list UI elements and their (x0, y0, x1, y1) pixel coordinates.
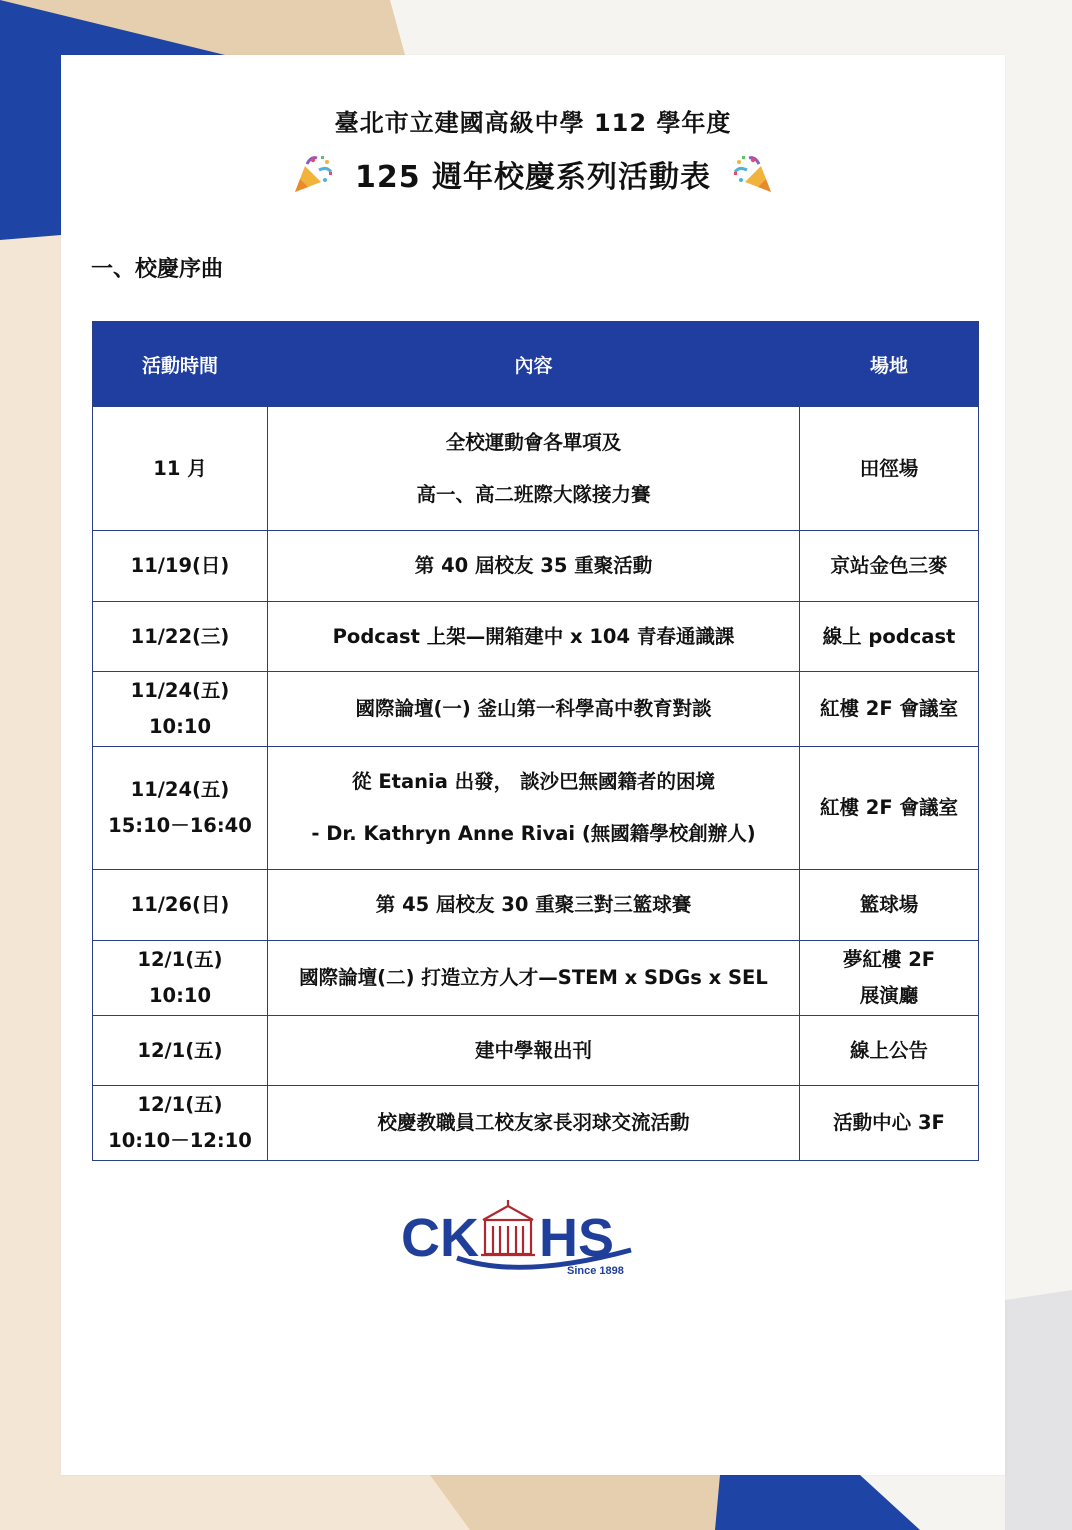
venue-cell (800, 747, 979, 870)
venue-text: 籃球場 (859, 893, 919, 916)
party-popper-icon (291, 152, 335, 196)
content-cell (268, 1016, 800, 1086)
section-heading: 一、校慶序曲 (91, 257, 224, 282)
time-text: 12/1(五) (137, 1038, 223, 1062)
venue-cell (800, 941, 979, 1016)
time-cell (93, 870, 268, 941)
time-text: 10:10 (148, 984, 212, 1007)
time-cell (93, 531, 268, 602)
logo-tagline: Since 1898 (567, 1265, 624, 1277)
time-cell (93, 1086, 268, 1161)
table-row (93, 531, 979, 602)
venue-text: 線上公告 (849, 1038, 928, 1062)
time-text: 11/24(五) (130, 778, 230, 801)
content-cell (268, 941, 800, 1016)
table-row (93, 672, 979, 747)
content-text: 第 40 屆校友 35 重聚活動 (414, 554, 653, 577)
school-logo (401, 1198, 645, 1278)
table-row (93, 602, 979, 672)
content-cell (268, 407, 800, 531)
venue-text: 展演廳 (859, 984, 919, 1007)
document-title: 臺北市立建國高級中學 112 學年度 (334, 109, 732, 137)
content-text: 從 Etania 出發， 談沙巴無國籍者的困境 (352, 770, 715, 793)
content-cell (268, 602, 800, 672)
content-cell (268, 747, 800, 870)
time-text: 11/24(五) (130, 679, 230, 702)
venue-text: 紅樓 2F 會議室 (820, 796, 958, 819)
venue-cell (800, 1086, 979, 1161)
time-text: 12/1(五) (137, 948, 223, 971)
schedule-table (92, 321, 979, 1161)
time-text: 10:10－12:10 (108, 1129, 252, 1152)
column-header-venue: 場地 (800, 322, 979, 407)
time-cell (93, 747, 268, 870)
time-text: 15:10－16:40 (108, 814, 252, 837)
content-text: 國際論壇(一) 釜山第一科學高中教育對談 (355, 697, 712, 720)
venue-cell (800, 870, 979, 941)
table-row (93, 1086, 979, 1161)
party-popper-icon (731, 152, 775, 196)
table-row (93, 870, 979, 941)
table-row (93, 1016, 979, 1086)
table-header-row (93, 322, 979, 407)
document-subtitle: 125 週年校慶系列活動表 (354, 160, 712, 195)
venue-text: 京站金色三麥 (830, 554, 948, 577)
time-text: 12/1(五) (137, 1093, 223, 1116)
time-cell (93, 407, 268, 531)
table-row (93, 407, 979, 531)
content-text: 第 45 屆校友 30 重聚三對三籃球賽 (375, 893, 692, 916)
building-emblem (481, 1200, 535, 1255)
time-text: 10:10 (148, 715, 212, 738)
time-cell (93, 1016, 268, 1086)
logo-text-left: CK (401, 1208, 479, 1268)
venue-text: 活動中心 3F (833, 1111, 945, 1134)
time-text: 11/19(日) (130, 554, 230, 577)
venue-text: 田徑場 (859, 456, 919, 480)
table-row (93, 747, 979, 870)
document-page (61, 55, 1005, 1475)
subtitle-row (61, 149, 1005, 199)
content-text: Podcast 上架—開箱建中 x 104 青春通識課 (332, 624, 735, 648)
time-cell (93, 602, 268, 672)
venue-cell (800, 531, 979, 602)
content-text: 全校運動會各單項及 (445, 430, 622, 454)
column-header-time: 活動時間 (93, 322, 268, 407)
logo-text-right: HS (539, 1208, 615, 1268)
time-cell (93, 672, 268, 747)
content-text: 建中學報出刊 (474, 1038, 592, 1062)
content-text: 校慶教職員工校友家長羽球交流活動 (377, 1111, 690, 1134)
venue-text: 紅樓 2F 會議室 (820, 697, 958, 720)
venue-cell (800, 602, 979, 672)
time-text: 11 月 (153, 456, 207, 480)
column-header-content: 內容 (268, 322, 800, 407)
time-text: 11/22(三) (130, 624, 230, 648)
content-cell (268, 672, 800, 747)
content-text: 高一、高二班際大隊接力賽 (416, 482, 651, 506)
table-row (93, 941, 979, 1016)
content-cell (268, 531, 800, 602)
venue-cell (800, 672, 979, 747)
venue-cell (800, 1016, 979, 1086)
content-cell (268, 1086, 800, 1161)
time-text: 11/26(日) (130, 893, 230, 916)
venue-text: 夢紅樓 2F (842, 948, 936, 971)
venue-cell (800, 407, 979, 531)
time-cell (93, 941, 268, 1016)
content-cell (268, 870, 800, 941)
content-text: - Dr. Kathryn Anne Rivai (無國籍學校創辦人) (311, 822, 756, 845)
venue-text: 線上 podcast (822, 624, 956, 648)
content-text: 國際論壇(二) 打造立方人才—STEM x SDGs x SEL (299, 966, 768, 989)
